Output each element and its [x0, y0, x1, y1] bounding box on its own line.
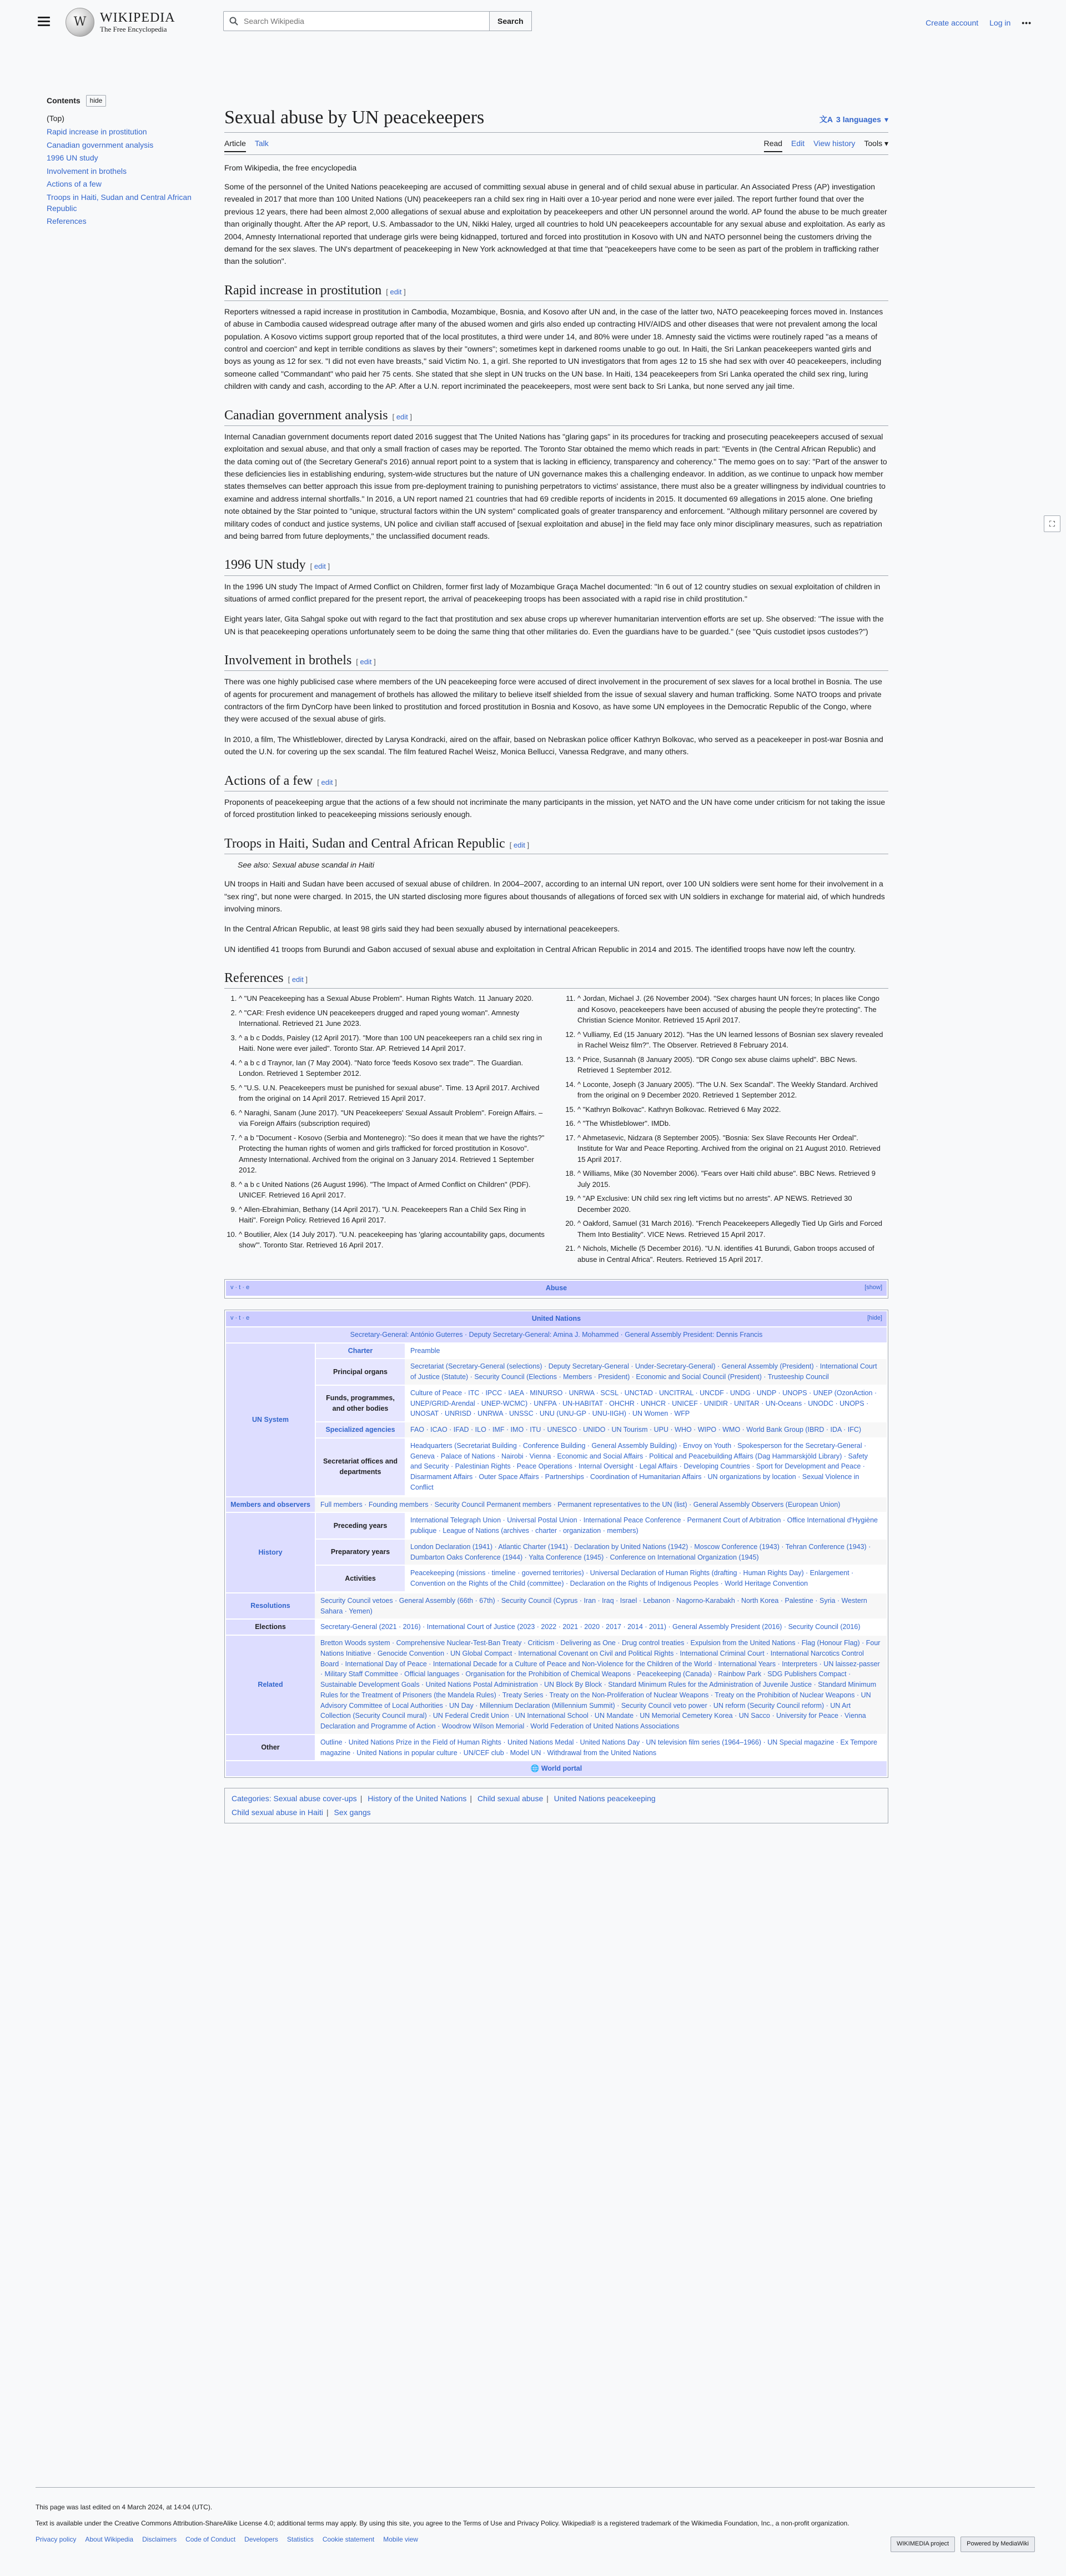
reference-item[interactable]: 20. ^ Oakford, Samuel (31 March 2016). "French Peacekeepers Allegedly Tied Up Girls and Forced Them Into Bestiality". VICE News. Retrieved 15 April 2017. [577, 1218, 885, 1240]
wikimedia-badge[interactable]: WIKIMEDIA project [891, 2537, 955, 2552]
reference-item[interactable]: 17. ^ Ahmetasevic, Nidzara (8 September 2005). "Bosnia: Sex Slave Recounts Her Ordeal". Institute for War and Peace Reporting. Archived from the original on 21 August 2010. Retrieved 15 April 2017. [577, 1132, 885, 1165]
toc-item-top[interactable]: (Top) [47, 114, 64, 123]
footer-link-disclaimers[interactable]: Disclaimers [142, 2535, 177, 2544]
logo-title: WIKIPEDIA [100, 11, 175, 25]
paragraph: Eight years later, Gita Sahgal spoke out with regard to the fact that prostitution and sex abuse crops up wherever humanitarian intervention efforts are set up. She observed: "The issue with the UN is that peacekeeping operations unfortunately seem to be doing the same thing that other militaries do. Even the guardians have to be guarded." (see "Quis custodiet ipsos custodes?") [224, 614, 884, 636]
navbox-group-label[interactable]: History [226, 1513, 315, 1592]
toc-item-canadian-analysis[interactable]: Canadian government analysis [47, 140, 154, 149]
reference-item[interactable]: 15. ^ "Kathryn Bolkovac". Kathryn Bolkovac. Retrieved 6 May 2022. [577, 1104, 885, 1115]
intro-paragraph: Some of the personnel of the United Nations peacekeeping are accused of committing sexual abuse in general and of child sexual abuse in particular. An Associated Press (AP) investigation revealed in 2017 that more than 100 United Nations (UN) peacekeepers ran a child sex ring in Haiti over a 10-year period and none were ever jailed. The report further found that over the previous 12 years, there had been almost 2,000 allegations of sexual abuse and exploitation by peacekeepers and other UN personnel around the world. AP found the abuse to be much greater than originally thought. After the AP report, U.S. Ambassador to the UN, Nikki Haley, urged all countries to hold UN peacekeepers accountable for any sexual abuse and exploitation. As early as 2004, Amnesty International reported that underage girls were being kidnapped, tortured and forced into prostitution in Kosovo with UN and NATO personnel being the customers driving the demand for the sex slaves. The UN's department of peacekeeping in New York acknowledged at that time that "peacekeepers have come to be seen as part of the problem in trafficking rather than the solution". [224, 182, 887, 266]
navbox-subtitle[interactable]: Secretary-General: António Guterres · Deputy Secretary-General: Amina J. Mohammed · General Assembly President: Dennis Francis [226, 1327, 887, 1342]
reference-item[interactable]: 9. ^ Allen-Ebrahimian, Bethany (14 April 2017). "U.N. Peacekeepers Ran a Child Sex Ring in Haiti". Foreign Policy. Retrieved 16 April 2017. [239, 1204, 546, 1226]
navbox-group-label[interactable]: Related [226, 1636, 315, 1734]
paragraph: In 2010, a film, The Whistleblower, directed by Larysa Kondracki, aired on the affair, based on Nebraskan police officer Kathryn Bolkovac, who served as a peacekeeper in post-war Bosnia and outed the U.N. for covering up the sex scandal. The film featured Rachel Weisz, Monica Bellucci, Vanessa Redgrave, and many others. [224, 734, 883, 756]
fullscreen-toggle-icon[interactable]: ⛶ [1044, 515, 1060, 532]
tab-view-history[interactable]: View history [813, 139, 856, 148]
paragraph: Reporters witnessed a rapid increase in prostitution in Cambodia, Mozambique, Bosnia, and Kosovo after UN and, in the case of the latter two, NATO peacekeeping forces moved in. Instances of abuse in Cambodia caused widespread outrage after many of the abused women and girls also ended up contracting HIV/AIDS and other diseases that were not prevalent among the local population. A Kosovo victims support group reported that of the local prostitutes, a third were under 14, and 80% were under 18. Amnesty said the victims were routinely raped "as a means of control and coercion" and kept in terrible conditions as slaves by their "owners"; sometimes kept in darkened rooms unable to go out. In Haiti, the Sri Lankan peacekeepers wanted girls and boys as young as 12 for sex. "I did not even have breasts," said Victim No. 1, a girl. She reported to UN investigators that from ages 12 to 15 she had sex with over 40 peacekeepers, including someone called "Commandant" who paid her 75 cents. She stated that she slept in UN trucks on the UN base. In Haiti, 134 peacekeepers from Sri Lanka operated the child sex ring, luring children with candy and cash, according to the AP. After a U.N. report incriminated the peacekeepers, most were sent back to Sri Lanka, but none served any jail time. [224, 307, 883, 391]
footer-badges [891, 2537, 1035, 2552]
navbox-list[interactable]: Security Council vetoes · General Assembly (66th · 67th) · Security Council (Cyprus · Iran · Iraq · Israel · Lebanon · Nagorno-Karabakh · North Korea · Palestine · Syria · Western Sahara · Yemen) [315, 1593, 887, 1619]
navbox-subgroup-label: Preparatory years [316, 1540, 405, 1565]
tab-talk[interactable]: Talk [254, 139, 269, 148]
reference-item[interactable]: 13. ^ Price, Susannah (8 January 2005). "DR Congo sex abuse claims upheld". BBC News. Retrieved 1 September 2012. [577, 1054, 885, 1076]
reference-item[interactable]: 16. ^ "The Whistleblower". IMDb. [577, 1118, 885, 1129]
paragraph: Proponents of peacekeeping argue that the actions of a few should not incriminate the many participants in the mission, yet NATO and the UN have come under criticism for not taking the issue of forced prostitution linked to peacekeeping missions seriously enough. [224, 797, 886, 819]
references-column-left [224, 993, 546, 1268]
reference-item[interactable]: 1. ^ "UN Peacekeeping has a Sexual Abuse Problem". Human Rights Watch. 11 January 2020. [239, 993, 546, 1004]
search-input[interactable] [243, 16, 476, 26]
search-icon [229, 17, 238, 26]
navbox-list[interactable]: Peacekeeping (missions · timeline · governed territories) · Universal Declaration of Human Rights (drafting · Human Rights Day) · Enlargement · Convention on the Rights of the Child (committee) · Declaration on the Rights of Indigenous Peoples · World Heritage Convention [405, 1566, 887, 1591]
search-box [223, 11, 490, 31]
footer-link-statistics[interactable]: Statistics [286, 2535, 314, 2544]
navbox-group-history [226, 1513, 887, 1592]
navbox-group-resolutions [226, 1593, 887, 1619]
reference-item[interactable]: 10. ^ Boutilier, Alex (14 July 2017). "U.N. peacekeeping has 'glaring accountability gaps, documents show'". Toronto Star. Retrieved 16 April 2017. [239, 1229, 546, 1251]
edit-section-link[interactable]: [ edit ] [317, 778, 337, 786]
more-options-icon[interactable]: ••• [1022, 18, 1032, 27]
navbox-list[interactable]: Preamble [405, 1344, 887, 1359]
mediawiki-badge[interactable]: Powered by MediaWiki [961, 2537, 1035, 2552]
navbox-title[interactable]: United Nations [531, 1315, 581, 1323]
category-link[interactable]: Child sexual abuse [477, 1794, 544, 1803]
navbox-group-elections [226, 1620, 887, 1635]
reference-item[interactable]: 7. ^ a b "Document - Kosovo (Serbia and Montenegro): "So does it mean that we have the rights?" Protecting the human rights of women and girls trafficked for forced prostitution in Kosovo". Amnesty International. Archived from the original on 3 January 2014. Retrieved 1 September 2012. [239, 1132, 546, 1176]
reference-item[interactable]: 2. ^ "CAR: Fresh evidence UN peacekeepers drugged and raped young woman". Amnesty International. Retrieved 21 June 2023. [239, 1008, 546, 1029]
navbox-list[interactable]: Headquarters (Secretariat Building · Conference Building · General Assembly Building) · Envoy on Youth · Spokesperson for the Secretary-General · Geneva · Palace of Nations · Nairobi · Vienna · Economic and Social Affairs · Political and Peacebuilding Affairs (Dag Hammarskjöld Library) · Safety and Security · Palestinian Rights · Peace Operations · Internal Oversight · Legal Affairs · Developing Countries · Sport for Development and Peace · Disarmament Affairs · Outer Space Affairs · Partnerships · Coordination of Humanitarian Affairs · UN organizations by location · Sexual Violence in Conflict [405, 1439, 887, 1495]
categories-label[interactable]: Categories: [232, 1794, 271, 1803]
category-link[interactable]: Sex gangs [334, 1808, 371, 1817]
navbox-list[interactable]: London Declaration (1941) · Atlantic Charter (1941) · Declaration by United Nations (1942) · Moscow Conference (1943) · Tehran Conference (1943) · Dumbarton Oaks Conference (1944) · Yalta Conference (1945) · Conference on International Organization (1945) [405, 1540, 887, 1565]
footer-link-privacy[interactable]: Privacy policy [36, 2535, 77, 2544]
navbox-subgroup-label: Funds, programmes, and other bodies [316, 1386, 405, 1421]
navbox-group-un-system [226, 1344, 887, 1496]
navbox-list[interactable]: Secretariat (Secretary-General (selections) · Deputy Secretary-General · Under-Secretary-General) · General Assembly (President) · International Court of Justice (Statute) · Security Council (Elections · Members · President) · Economic and Social Council (President) · Trusteeship Council [405, 1359, 887, 1385]
paragraph: There was one highly publicised case where members of the UN peacekeeping force were accused of direct involvement in the procurement of sex slaves for a local brothel in Bosnia. The use of agents for procurement and management of brothels has allowed the military to believe itself shielded from the issue of sexual slavery and human trafficking. Some NATO troops and private contractors of the firm DynCorp have been linked to prostitution and forced prostitution in Bosnia and Kosovo, as have some UN employees in the Democratic Republic of the Congo, where they were accused of the sexual abuse of girls. [224, 677, 882, 724]
paragraph: In the Central African Republic, at least 98 girls said they had been sexually abused by international peacekeepers. [224, 924, 620, 934]
last-edited-text: This page was last edited on 4 March 2024, at 14:04 (UTC). [36, 2503, 213, 2511]
navbox-group-label: Elections [226, 1620, 315, 1635]
navbox-group-label[interactable]: UN System [226, 1344, 315, 1496]
footer-link-code-of-conduct[interactable]: Code of Conduct [185, 2535, 236, 2544]
site-sub: From Wikipedia, the free encyclopedia [224, 163, 357, 172]
navbox-group-other [226, 1735, 887, 1761]
section-heading-rapid-increase: Rapid increase in prostitution [ edit ] [224, 282, 888, 301]
log-in-link[interactable]: Log in [989, 18, 1011, 27]
category-link[interactable]: Sexual abuse cover-ups [273, 1794, 357, 1803]
navbox-list[interactable]: Secretary-General (2021 · 2016) · International Court of Justice (2023 · 2022 · 2021 · 2020 · 2017 · 2014 · 2011) · General Assembly President (2016) · Security Council (2016) [315, 1620, 887, 1635]
section-heading-troops: Troops in Haiti, Sudan and Central African Republic [ edit ] [224, 835, 888, 854]
chevron-down-icon: ▾ [884, 114, 888, 124]
navbox-group-related [226, 1636, 887, 1734]
navbox-list[interactable]: Bretton Woods system · Comprehensive Nuclear-Test-Ban Treaty · Criticism · Delivering as One · Drug control treaties · Expulsion from the United Nations · Flag (Honour Flag) · Four Nations Initiative · Genocide Convention · UN Global Compact · International Covenant on Civil and Political Rights · International Criminal Court · International Narcotics Control Board · International Day of Peace · International Decade for a Culture of Peace and Non-Violence for the Children of the World · International Years · Interpreters · UN laissez-passer · Military Staff Committee · Official languages · Organisation for the Prohibition of Chemical Weapons · Peacekeeping (Canada) · Rainbow Park · SDG Publishers Compact · Sustainable Development Goals · United Nations Postal Administration · UN Block By Block · Standard Minimum Rules for the Administration of Juvenile Justice · Standard Minimum Rules for the Treatment of Prisoners (the Mandela Rules) · Treaty Series · Treaty on the Non-Proliferation of Nuclear Weapons · Treaty on the Prohibition of Nuclear Weapons · UN Advisory Committee of Local Authorities · UN Day · Millennium Declaration (Millennium Summit) · Security Council veto power · UN reform (Security Council reform) · UN Art Collection (Security Council mural) · UN Federal Credit Union · UN International School · UN Mandate · UN Memorial Cemetery Korea · UN Sacco · University for Peace · Vienna Declaration and Programme of Action · Woodrow Wilson Memorial · World Federation of United Nations Associations [315, 1636, 887, 1734]
navbox-abuse [224, 1279, 888, 1299]
page-tabs [224, 137, 888, 154]
section-heading-brothels: Involvement in brothels [ edit ] [224, 652, 888, 671]
section-heading-actions-of-a-few: Actions of a few [ edit ] [224, 773, 888, 791]
reference-item[interactable]: 3. ^ a b c Dodds, Paisley (12 April 2017). "More than 100 UN peacekeepers ran a child sex ring in Haiti. None were ever jailed". Toronto Star. AP. Retrieved 14 April 2017. [239, 1033, 546, 1054]
paragraph: UN identified 41 troops from Burundi and Gabon accused of sexual abuse and exploitation in Central African Republic in 2014 and 2015. The identified troops have now left the country. [224, 944, 856, 954]
navbox-list[interactable]: FAO · ICAO · IFAD · ILO · IMF · IMO · ITU · UNESCO · UNIDO · UN Tourism · UPU · WHO · WIPO · WMO · World Bank Group (IBRD · IDA · IFC) [405, 1422, 887, 1437]
toc-hide-button[interactable]: hide [86, 95, 107, 107]
section-heading-references: References [ edit ] [224, 970, 888, 989]
category-link[interactable]: Child sexual abuse in Haiti [232, 1808, 323, 1817]
reference-item[interactable]: 12. ^ Vulliamy, Ed (15 January 2012). "Has the UN learned lessons of Bosnian sex slavery revealed in Rachel Weisz film?". The Observer. Retrieved 8 February 2014. [577, 1029, 885, 1051]
create-account-link[interactable]: Create account [926, 18, 979, 27]
tab-tools[interactable]: Tools ▾ [864, 139, 888, 148]
search-button[interactable]: Search [490, 11, 532, 31]
navbox-list[interactable]: International Telegraph Union · Universal Postal Union · International Peace Conference · Permanent Court of Arbitration · Office International d'Hygiène publique · League of Nations (archives · charter · organization · members) [405, 1513, 887, 1538]
navbox-list[interactable]: Outline · United Nations Prize in the Field of Human Rights · United Nations Medal · United Nations Day · UN television film series (1964–1966) · UN Special magazine · Ex Tempore magazine · United Nations in popular culture · UN/CEF club · Model UN · Withdrawal from the United Nations [315, 1735, 887, 1761]
section-heading-canadian-analysis: Canadian government analysis [ edit ] [224, 407, 888, 426]
category-link[interactable]: United Nations peacekeeping [554, 1794, 656, 1803]
footer-link-developers[interactable]: Developers [244, 2535, 278, 2544]
reference-item[interactable]: 21. ^ Nichols, Michelle (5 December 2016). "U.N. identifies 41 Burundi, Gabon troops accused of abuse in Central Africa". Reuters. Retrieved 15 April 2017. [577, 1243, 885, 1265]
navbox-united-nations [224, 1310, 888, 1778]
paragraph: Internal Canadian government documents report dated 2016 suggest that The United Nations has "glaring gaps" in its procedures for tracking and prosecuting peacekeepers accused of sexual exploitation and sexual abuse, and that only a small fraction of cases may be reported. The Toronto Star obtained the memo which reads in part: "Events in (the Central African Republic) and the data coming out of (the Secretary General's 2016) annual report point to a system that is lacking in efficiency, transparency and coherency." The memo goes on to say: "Part of the answer to these deficiencies lies in establishing enduring, system-wide structures but the nature of UN governance makes this a challenging endeavor. In addition, as we continue to unpack how member states themselves can better approach this issue from pre-deployment training to punishing perpetrators to victims' assistance, there must also be a greater willingness by individual countries to examine and address internal shortfalls." In 2016, a UN report named 21 countries that had 69 credible reports of incidents in 2015. It documented 69 allegations in 2015 alone. One briefing note obtained by the Star pointed to "unique, structural factors within the UN system" complicated goals of greater transparency and enforcement. "Although military personnel are covered by military codes of conduct and justice systems, UN police and civilian staff accused of [sexual exploitation and abuse] in the field may face only minor disciplinary measures, such as repatriation and being barred from future deployments," the unclassified document reads. [224, 432, 887, 540]
reference-item[interactable]: 4. ^ a b c d Traynor, Ian (7 May 2004). "Nato force 'feeds Kosovo sex trade'". The Guardian. London. Retrieved 1 September 2012. [239, 1058, 546, 1079]
navbox-subgroup-label[interactable]: Specialized agencies [316, 1422, 405, 1437]
main-menu-icon[interactable] [38, 17, 50, 27]
navbox-vte-links[interactable]: v · t · e [230, 1284, 250, 1291]
reference-item[interactable]: 5. ^ "U.S. U.N. Peacekeepers must be punished for sexual abuse". Time. 13 April 2017. Archived from the original on 14 April 2017. Retrieved 15 April 2017. [239, 1082, 546, 1104]
navbox-group-members [226, 1497, 887, 1512]
reference-item[interactable]: 6. ^ Naraghi, Sanam (June 2017). "UN Peacekeepers' Sexual Assault Problem". Foreign Affairs. – via Foreign Affairs (subscription required) [239, 1107, 546, 1129]
search-form [223, 11, 532, 31]
navbox-vte-links[interactable]: v · t · e [230, 1315, 250, 1322]
language-count: 3 languages [836, 114, 881, 124]
portal-icon: 🌐 [530, 1765, 540, 1773]
navbox-group-label: Other [226, 1735, 315, 1761]
paragraph: In the 1996 UN study The Impact of Armed Conflict on Children, former first lady of Mozambique Graça Machel documented: "In 6 out of 12 country studies on sexual exploitation of children in situations of armed conflict prepared for the present report, the arrival of peacekeeping troops has been associated with a rapid rise in child prostitution." [224, 582, 881, 603]
tab-article[interactable]: Article [224, 137, 246, 152]
see-also-hatnote[interactable]: See also: Sexual abuse scandal in Haiti [238, 860, 374, 869]
edit-section-link[interactable]: [ edit ] [392, 412, 413, 421]
edit-section-link[interactable]: [ edit ] [288, 975, 308, 984]
edit-section-link[interactable]: [ edit ] [509, 840, 530, 849]
paragraph: UN troops in Haiti and Sudan have been accused of sexual abuse of children. In 2004–2007, according to an internal UN report, over 100 UN soldiers were sent home for their involvement in a "sex ring", but none were charged. In 2015, the UN started disclosing more figures about thousands of allegations of forced sex with UN soldiers in exchange for material aid, of which hundreds involving minors. [224, 879, 885, 913]
tab-edit[interactable]: Edit [791, 139, 805, 148]
category-link[interactable]: History of the United Nations [368, 1794, 467, 1803]
reference-item[interactable]: 11. ^ Jordan, Michael J. (26 November 2004). "Sex charges haunt UN forces; In places like Congo and Kosovo, peacekeepers have been accused of abusing the people they're protecting". The Christian Science Monitor. Retrieved 15 April 2017. [577, 993, 885, 1026]
user-links [926, 17, 1032, 29]
toc-item-rapid-increase[interactable]: Rapid increase in prostitution [47, 127, 147, 136]
table-of-contents [47, 94, 202, 229]
site-header [0, 0, 1066, 43]
license-text: Text is available under the Creative Commons Attribution-ShareAlike License 4.0; additional terms may apply. By using this site, you agree to the Terms of Use and Privacy Policy. Wikipedia® is a registered trademark of the Wikimedia Foundation, Inc., a non-profit organization. [36, 2519, 849, 2528]
reference-item[interactable]: 14. ^ Loconte, Joseph (3 January 2005). "The U.N. Sex Scandal". The Weekly Standard. Archived from the original on 9 December 2020. Retrieved 1 September 2012. [577, 1079, 885, 1101]
page-title: Sexual abuse by UN peacekeepers [224, 107, 485, 128]
toc-heading: Contents [47, 96, 81, 105]
navbox-subgroup-label[interactable]: Charter [316, 1344, 405, 1359]
tab-read[interactable]: Read [764, 137, 782, 152]
logo-tagline: The Free Encyclopedia [100, 25, 167, 34]
site-footer [36, 2487, 1035, 2545]
wikipedia-globe-icon: W [66, 8, 94, 37]
references-list [224, 993, 888, 1268]
footer-link-mobile-view[interactable]: Mobile view [383, 2535, 418, 2544]
category-links: Categories: Sexual abuse cover-ups | History of the United Nations | Child sexual abuse | United Nations peacekeeping Child sexual abuse in Haiti | Sex gangs [224, 1788, 888, 1823]
footer-link-about[interactable]: About Wikipedia [85, 2535, 134, 2544]
edit-section-link[interactable]: [ edit ] [310, 562, 330, 571]
edit-section-link[interactable]: [ edit ] [356, 658, 376, 666]
article-main [224, 106, 888, 1823]
language-button[interactable] [819, 113, 888, 126]
toc-item-references[interactable]: References [47, 217, 87, 226]
navbox-title[interactable]: Abuse [545, 1284, 567, 1292]
navbox-list[interactable]: Full members · Founding members · Security Council Permanent members · Permanent representatives to the UN (list) · General Assembly Observers (European Union) [315, 1497, 887, 1512]
navbox-group-label[interactable]: Resolutions [226, 1593, 315, 1619]
wikipedia-logo[interactable] [66, 8, 175, 37]
footer-links [36, 2534, 1035, 2545]
references-column-right [563, 993, 885, 1268]
footer-link-cookie-statement[interactable]: Cookie statement [322, 2535, 375, 2544]
navbox-subgroup-label: Activities [316, 1566, 405, 1591]
reference-item[interactable]: 8. ^ a b c United Nations (26 August 1996). "The Impact of Armed Conflict on Children" (PDF). UNICEF. Retrieved 16 April 2017. [239, 1179, 546, 1201]
world-portal-link[interactable]: 🌐 World portal [226, 1761, 887, 1776]
reference-item[interactable]: 19. ^ "AP Exclusive: UN child sex ring left victims but no arrests". AP NEWS. Retrieved 30 December 2020. [577, 1193, 885, 1215]
navbox-hide-toggle[interactable]: [hide] [867, 1315, 882, 1322]
reference-item[interactable]: 18. ^ Williams, Mike (30 November 2006). "Fears over Haiti child abuse". BBC News. Retrieved 9 July 2015. [577, 1168, 885, 1190]
navbox-subgroup-label: Secretariat offices and departments [316, 1439, 405, 1495]
navbox-show-toggle[interactable]: [show] [864, 1284, 882, 1291]
translate-icon: 文A [819, 114, 833, 124]
navbox-subgroup-label: Preceding years [316, 1513, 405, 1538]
navbox-group-label[interactable]: Members and observers [226, 1497, 315, 1512]
section-heading-1996-study: 1996 UN study [ edit ] [224, 557, 888, 575]
toc-item-brothels[interactable]: Involvement in brothels [47, 166, 127, 176]
edit-section-link[interactable]: [ edit ] [386, 287, 406, 296]
toc-item-actions-of-a-few[interactable]: Actions of a few [47, 179, 102, 189]
toc-item-1996-study[interactable]: 1996 UN study [47, 153, 98, 163]
toc-item-troops[interactable]: Troops in Haiti, Sudan and Central African Republic [47, 192, 192, 213]
navbox-list[interactable]: Culture of Peace · ITC · IPCC · IAEA · MINURSO · UNRWA · SCSL · UNCTAD · UNCITRAL · UNCDF · UNDG · UNDP · UNOPS · UNEP (OzonAction · UNEP/GRID-Arendal · UNEP-WCMC) · UNFPA · UN-HABITAT · OHCHR · UNHCR · UNICEF · UNIDIR · UNITAR · UN-Oceans · UNODC · UNOPS · UNOSAT · UNRISD · UNRWA · UNSSC · UNU (UNU-GP · UNU-IIGH) · UN Women · WFP [405, 1386, 887, 1421]
navbox-subgroup-label: Principal organs [316, 1359, 405, 1385]
